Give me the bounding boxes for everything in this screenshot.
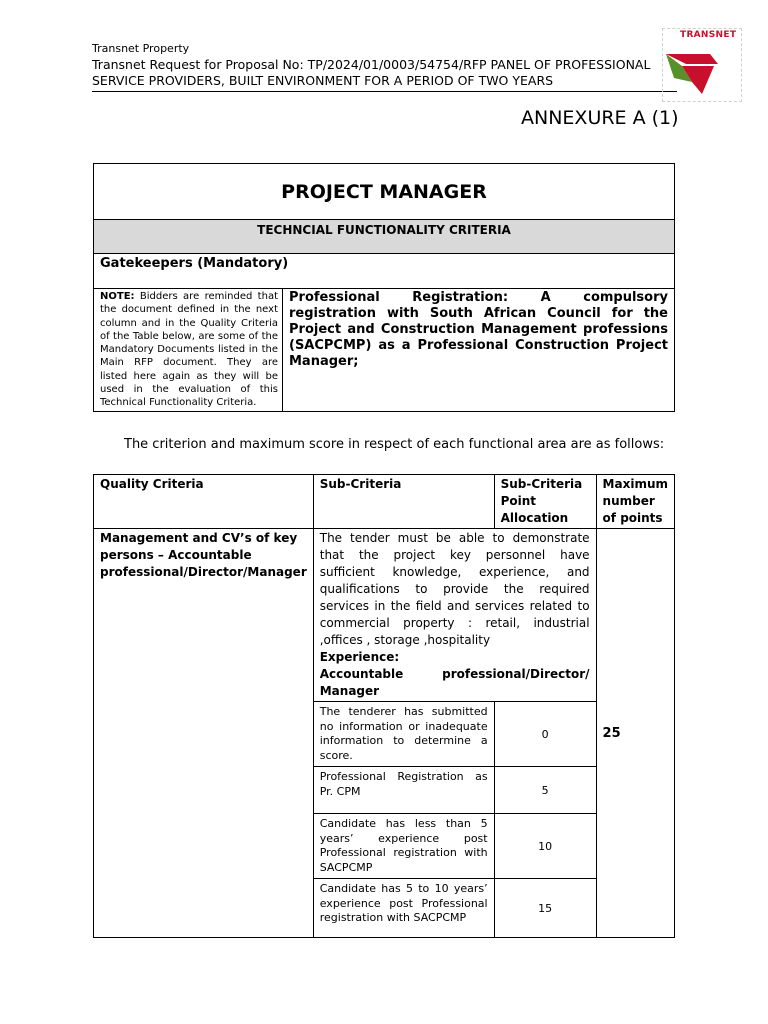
experience-label: Experience: [319, 650, 400, 664]
annexure-title: ANNEXURE A (1) [521, 107, 679, 129]
table-header-row [94, 475, 675, 529]
functionality-criteria-heading: TECHNCIAL FUNCTIONALITY CRITERIA [94, 220, 675, 254]
sub-criteria-points: 5 [494, 767, 596, 814]
criteria-table [93, 474, 675, 938]
sub-criteria-text: Professional Registration as Pr. CPM [313, 767, 494, 814]
experience-role: Accountable professional/Director/ Manager [319, 667, 590, 698]
sub-criteria-points: 15 [494, 879, 596, 938]
header-maximum-points: Maximum number of points [596, 475, 674, 529]
table-row [94, 529, 675, 702]
header-company: Transnet Property [92, 42, 190, 55]
sub-criteria-text: Candidate has 5 to 10 years’ experience post Professional registration with SACPCMP [313, 879, 494, 938]
header-divider [92, 91, 677, 92]
header-point-allocation: Sub-Criteria Point Allocation [494, 475, 596, 529]
sub-criteria-points: 10 [494, 814, 596, 879]
transnet-logo [662, 28, 742, 102]
note-cell [94, 289, 283, 412]
sub-criteria-text: The tenderer has submitted no information or inadequate information to determine a score. [313, 702, 494, 767]
project-manager-box [93, 163, 675, 412]
criterion-intro: The criterion and maximum score in respect of each functional area are as follows: [124, 437, 665, 452]
maximum-points-value: 25 [596, 529, 674, 938]
transnet-emblem-icon [662, 42, 740, 100]
project-manager-title: PROJECT MANAGER [94, 164, 675, 220]
note-label: NOTE: [100, 291, 135, 302]
registration-requirement: Professional Registration: A compulsory registration with South African Council for the Project and Construction Management professions (SACPCMP) as a Professional Construction Project Manager; [283, 289, 675, 412]
criteria-description [313, 529, 596, 702]
header-rfp-title: Transnet Request for Proposal No: TP/2024/01/0003/54754/RFP PANEL OF PROFESSIONAL SERVICE PROVIDERS, BUILT ENVIRONMENT FOR A PERIOD OF TWO YEARS [92, 57, 651, 88]
header-sub-criteria: Sub-Criteria [313, 475, 494, 529]
sub-criteria-text: Candidate has less than 5 years’ experience post Professional registration with SACPCMP [313, 814, 494, 879]
sub-criteria-points: 0 [494, 702, 596, 767]
header-quality-criteria: Quality Criteria [94, 475, 314, 529]
logo-wordmark: TRANSNET [680, 30, 737, 40]
document-header [92, 42, 652, 89]
quality-criteria-cell: Management and CV’s of key persons – Accountable professional/Director/Manager [94, 529, 314, 938]
description-text: The tender must be able to demonstrate that the project key personnel have sufficient knowledge, experience, and qualifications to provide the required services in the field and services related to commercial property : retail, industrial ,offices , storage ,hospitality [319, 531, 590, 647]
note-text: Bidders are reminded that the document defined in the next column and in the Quality Criteria of the Table below, are some of the Mandatory Documents listed in the Main RFP document. They are listed here again as they will be used in the evaluation of this Technical Functionality Criteria. [100, 291, 278, 409]
gatekeepers-heading: Gatekeepers (Mandatory) [94, 254, 675, 289]
